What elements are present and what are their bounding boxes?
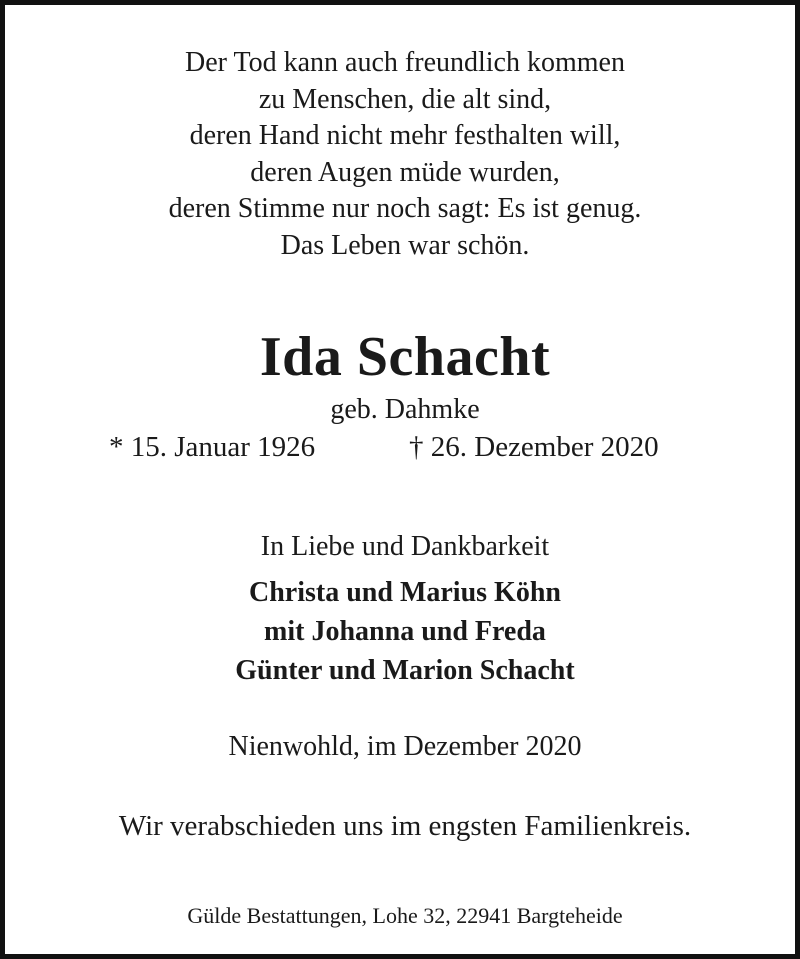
mourner-line: Günter und Marion Schacht: [235, 655, 575, 686]
mourner-line: mit Johanna und Freda: [264, 616, 546, 647]
poem-line: deren Hand nicht mehr festhalten will,: [189, 120, 621, 151]
death-date: † 26. Dezember 2020: [409, 431, 659, 463]
maiden-name: geb. Dahmke: [330, 394, 480, 425]
deceased-name: Ida Schacht: [259, 326, 551, 388]
dedication-line: In Liebe und Dankbarkeit: [260, 531, 550, 562]
mourner-line: Christa und Marius Köhn: [249, 577, 561, 608]
funeral-home-line: Gülde Bestattungen, Lohe 32, 22941 Bargteheide: [187, 903, 623, 928]
poem-line: deren Stimme nur noch sagt: Es ist genug.: [168, 193, 642, 224]
family-notice: Wir verabschieden uns im engsten Familienkreis.: [118, 810, 692, 842]
place-and-date: Nienwohld, im Dezember 2020: [228, 731, 582, 762]
poem-line: Das Leben war schön.: [280, 229, 530, 261]
mourners-list: [5, 573, 800, 690]
birth-date: * 15. Januar 1926: [109, 431, 316, 463]
poem-line: zu Menschen, die alt sind,: [258, 83, 552, 115]
poem-line: Der Tod kann auch freundlich kommen: [185, 47, 625, 78]
memorial-poem: [5, 45, 800, 264]
poem-line: deren Augen müde wurden,: [250, 156, 560, 188]
